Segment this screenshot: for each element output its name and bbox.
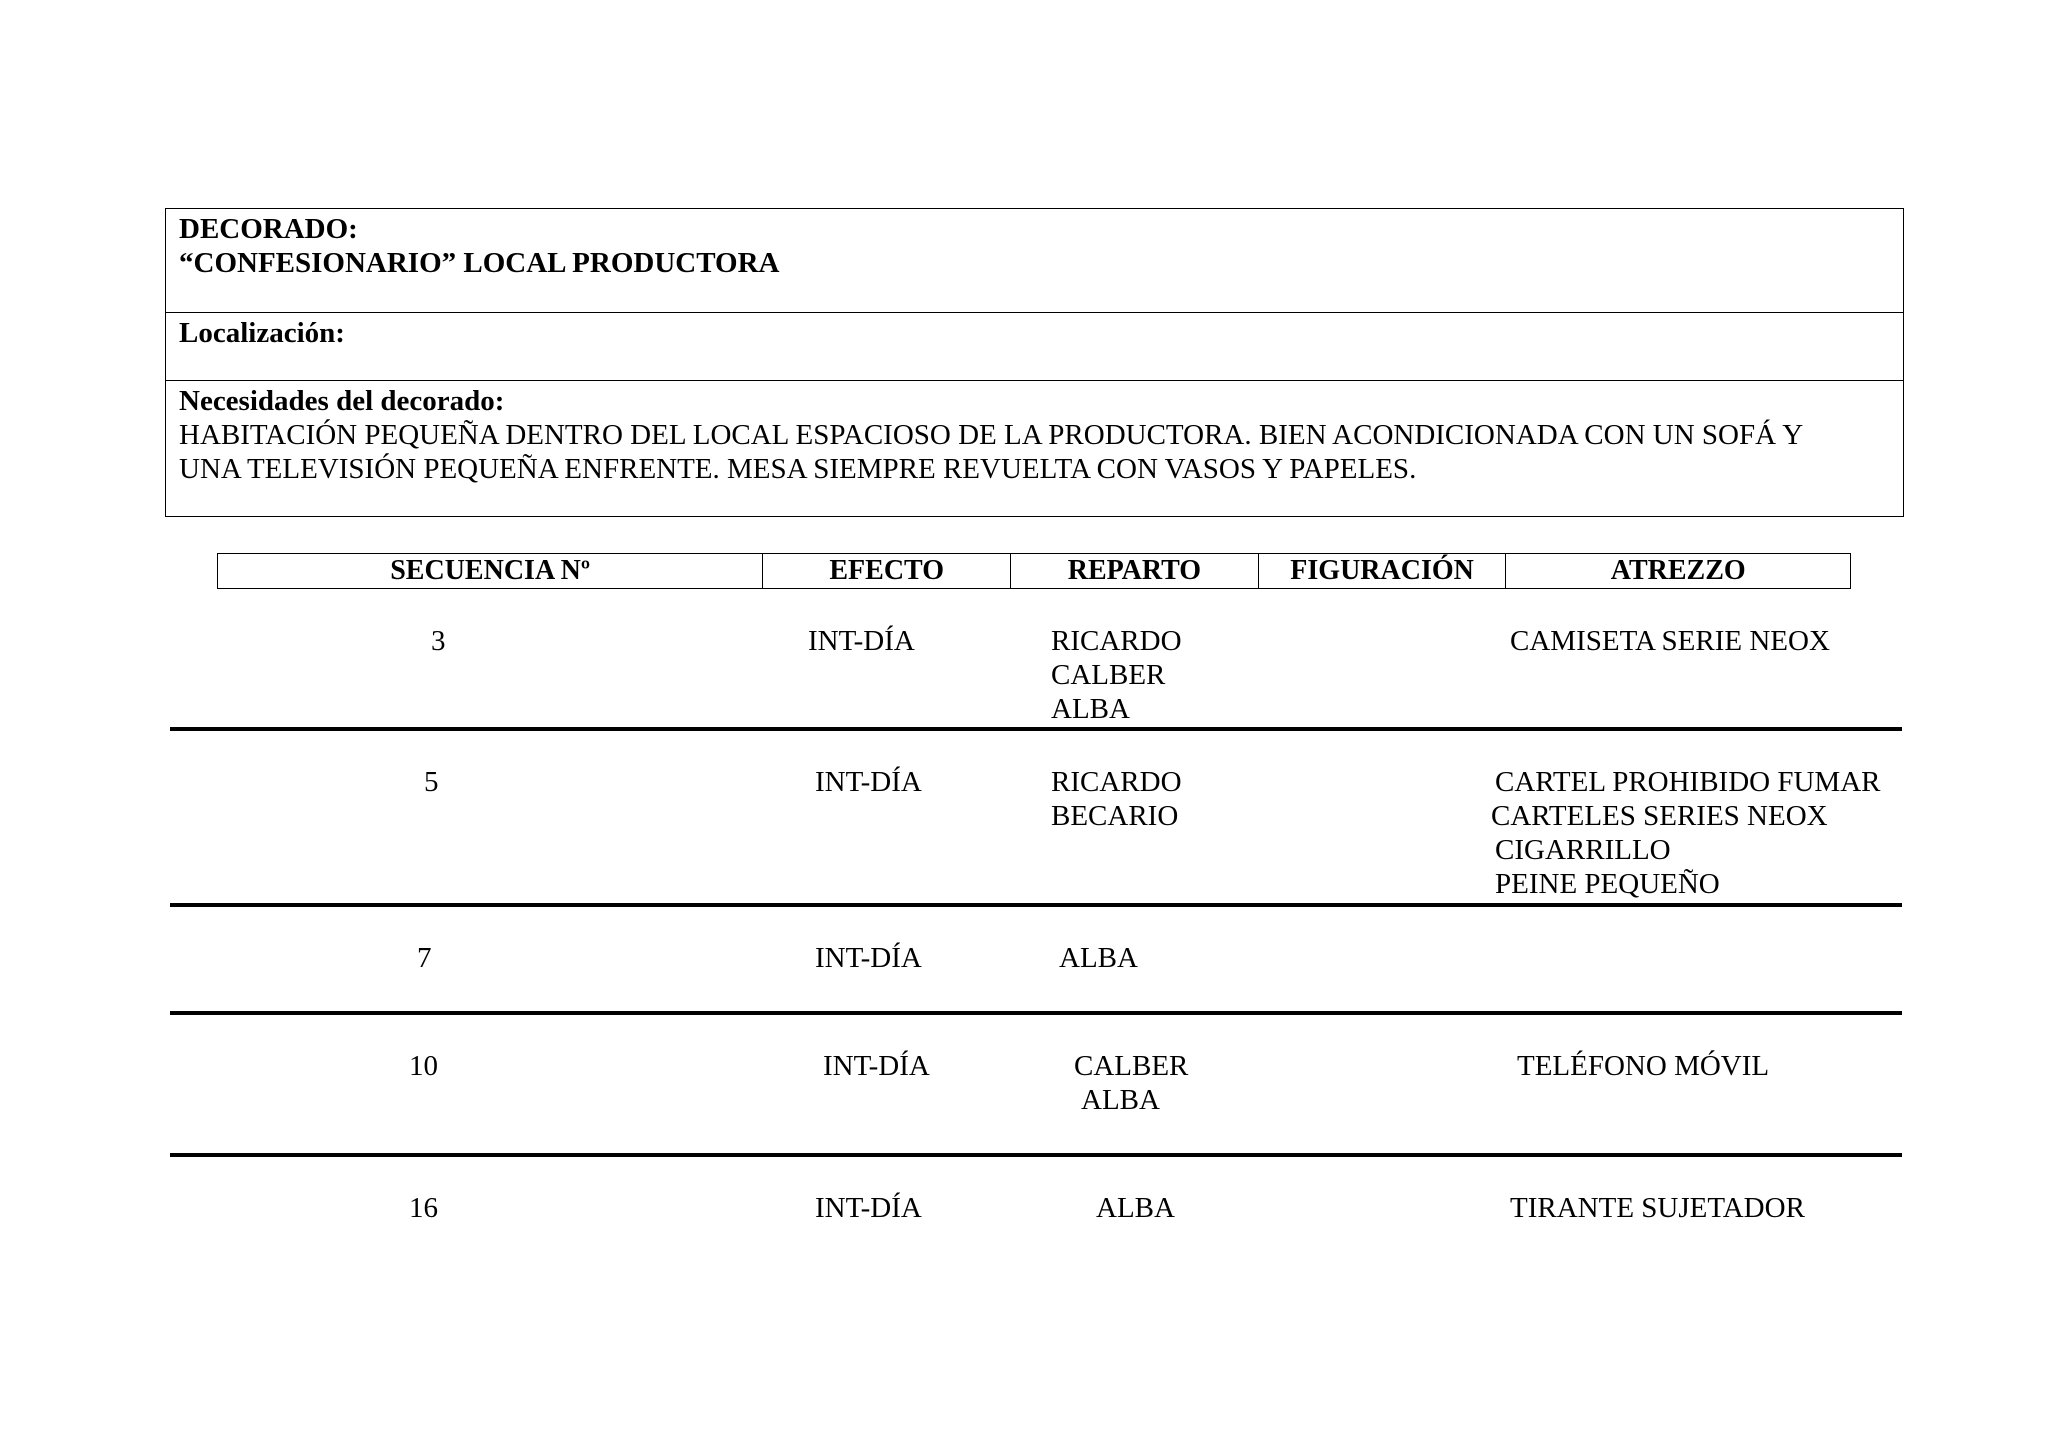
secuencia-cell: 5 bbox=[424, 766, 439, 798]
atrezzo-cell: TELÉFONO MÓVIL bbox=[1517, 1050, 1770, 1082]
necesidades-label: Necesidades del decorado: bbox=[179, 385, 505, 417]
reparto-cell: RICARDO bbox=[1051, 625, 1182, 657]
efecto-cell: INT-DÍA bbox=[815, 1192, 922, 1224]
reparto-cell: ALBA bbox=[1081, 1084, 1160, 1116]
atrezzo-cell: CARTEL PROHIBIDO FUMAR bbox=[1495, 766, 1881, 798]
reparto-cell: ALBA bbox=[1059, 942, 1138, 974]
atrezzo-cell: CIGARRILLO bbox=[1495, 834, 1671, 866]
row-divider bbox=[170, 1153, 1902, 1157]
secuencia-cell: 3 bbox=[431, 625, 446, 657]
localizacion-label: Localización: bbox=[179, 317, 345, 349]
header-reparto: REPARTO bbox=[1011, 554, 1259, 588]
reparto-cell: CALBER bbox=[1074, 1050, 1189, 1082]
reparto-cell: RICARDO bbox=[1051, 766, 1182, 798]
reparto-cell: ALBA bbox=[1051, 693, 1130, 725]
row-divider bbox=[170, 727, 1902, 731]
efecto-cell: INT-DÍA bbox=[823, 1050, 930, 1082]
header-secuencia: SECUENCIA Nº bbox=[218, 554, 763, 588]
reparto-cell: BECARIO bbox=[1051, 800, 1179, 832]
row-divider bbox=[170, 1011, 1902, 1015]
necesidades-section bbox=[166, 381, 1903, 518]
efecto-cell: INT-DÍA bbox=[815, 942, 922, 974]
decorado-section bbox=[166, 209, 1903, 313]
efecto-cell: INT-DÍA bbox=[815, 766, 922, 798]
decorado-value: “CONFESIONARIO” LOCAL PRODUCTORA bbox=[179, 247, 780, 279]
table-header bbox=[217, 553, 1851, 589]
decorado-label: DECORADO: bbox=[179, 213, 358, 245]
header-atrezzo: ATREZZO bbox=[1610, 555, 1746, 586]
header-figuracion: FIGURACIÓN bbox=[1259, 554, 1507, 588]
necesidades-line-2: UNA TELEVISIÓN PEQUEÑA ENFRENTE. MESA SIEMPRE REVUELTA CON VASOS Y PAPELES. bbox=[179, 453, 1417, 485]
header-efecto: EFECTO bbox=[763, 554, 1011, 588]
reparto-cell: CALBER bbox=[1051, 659, 1166, 691]
atrezzo-cell: CARTELES SERIES NEOX bbox=[1491, 800, 1828, 832]
secuencia-cell: 7 bbox=[417, 942, 432, 974]
atrezzo-cell: TIRANTE SUJETADOR bbox=[1510, 1192, 1805, 1224]
row-divider bbox=[170, 903, 1902, 907]
necesidades-line-1: HABITACIÓN PEQUEÑA DENTRO DEL LOCAL ESPACIOSO DE LA PRODUCTORA. BIEN ACONDICIONADA CON UN SOFÁ Y bbox=[179, 419, 1804, 451]
secuencia-cell: 10 bbox=[409, 1050, 438, 1082]
efecto-cell: INT-DÍA bbox=[808, 625, 915, 657]
reparto-cell: ALBA bbox=[1096, 1192, 1175, 1224]
secuencia-cell: 16 bbox=[409, 1192, 438, 1224]
localizacion-section bbox=[166, 313, 1903, 381]
set-info-box bbox=[165, 208, 1904, 517]
atrezzo-cell: PEINE PEQUEÑO bbox=[1495, 868, 1720, 900]
atrezzo-cell: CAMISETA SERIE NEOX bbox=[1510, 625, 1830, 657]
